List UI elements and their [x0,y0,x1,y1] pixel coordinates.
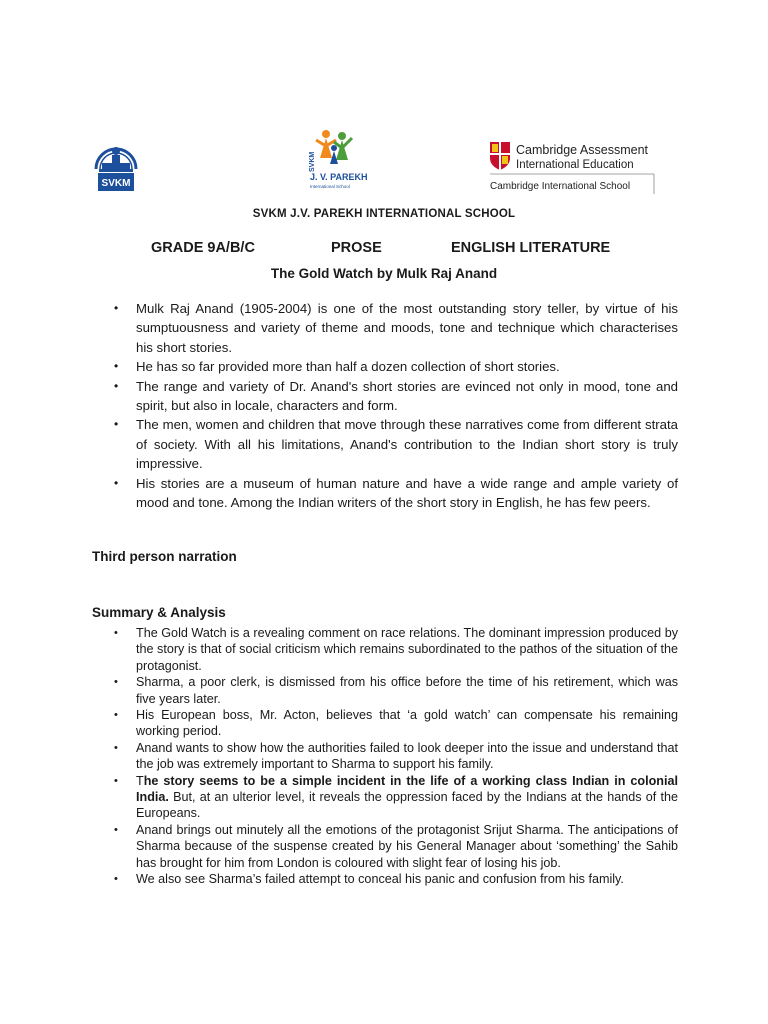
list-item: • The men, women and children that move through these narratives come from different strata of society. With all his limitations, Anand's contribution to the Indian short story is truly impressive. [92,415,678,473]
cambridge-line1: Cambridge Assessment [516,143,649,157]
cambridge-line2: International Education [516,159,634,171]
svkm-logo-text: SVKM [101,178,131,189]
list-item: • His stories are a museum of human nature and have a wide range and ample variety of mood and tone. Among the Indian writers of the short story in English, he has few peers. [92,474,678,513]
third-person-heading: Third person narration [92,549,237,564]
svkm-logo [92,133,140,193]
list-item [92,773,678,822]
jvp-logo-sub: International School [310,184,350,189]
school-title: SVKM J.V. PAREKH INTERNATIONAL SCHOOL [252,208,516,220]
list-item: • We also see Sharma’s failed attempt to conceal his panic and confusion from his family. [92,871,678,887]
list-item: • Mulk Raj Anand (1905-2004) is one of the most outstanding story teller, by virtue of his sumptuousness and variety of theme and moods, tone and technique which characterises his short stories. [92,299,678,357]
list-item: • Anand brings out minutely all the emotions of the protagonist Srijut Sharma. The anticipations of Sharma because of the suspense created by his General Manager about ‘something’ the Sahib has brought for him from London is coloured with slight fear of losing his job. [92,822,678,871]
sentence-rest: But, at an ulterior level, it reveals the oppression faced by the Indians at the hands of the Europeans. [136,790,678,821]
summary-list [92,625,678,888]
list-item: • Anand wants to show how the authorities failed to look deeper into the issue and understand that the job was extremely important to Sharma to support his family. [92,740,678,773]
list-item: • Sharma, a poor clerk, is dismissed from his office before the time of his retirement, which was five years later. [92,674,678,707]
bold-sentence: he story seems to be a simple incident in the life of a working class Indian in colonial India. [136,773,678,805]
jv-parekh-logo [306,128,368,192]
list-item: • His European boss, Mr. Acton, believes that ‘a gold watch’ can compensate his remaining working period. [92,707,678,740]
jvp-logo-name: J. V. PAREKH [310,172,368,182]
subject-label: PROSE [331,240,382,256]
list-item: • He has so far provided more than half a dozen collection of short stories. [92,357,678,376]
summary-heading: Summary & Analysis [92,605,226,620]
story-title: The Gold Watch by Mulk Raj Anand [270,266,498,281]
intro-list [92,299,678,512]
cambridge-logo [488,140,656,194]
grade-label: GRADE 9A/B/C [151,240,255,256]
paper-label: ENGLISH LITERATURE [451,240,611,256]
cambridge-line3: Cambridge International School [490,181,631,192]
jvp-logo-top: SVKM [309,151,316,172]
list-item: • The Gold Watch is a revealing comment on race relations. The dominant impression produced by the story is that of social criticism which remains subordinated to the pathos of the situation of the protagonist. [92,625,678,674]
bold-lead-letter: T [136,773,144,788]
list-item: • The range and variety of Dr. Anand's short stories are evinced not only in mood, tone and spirit, but also in locale, characters and form. [92,377,678,416]
